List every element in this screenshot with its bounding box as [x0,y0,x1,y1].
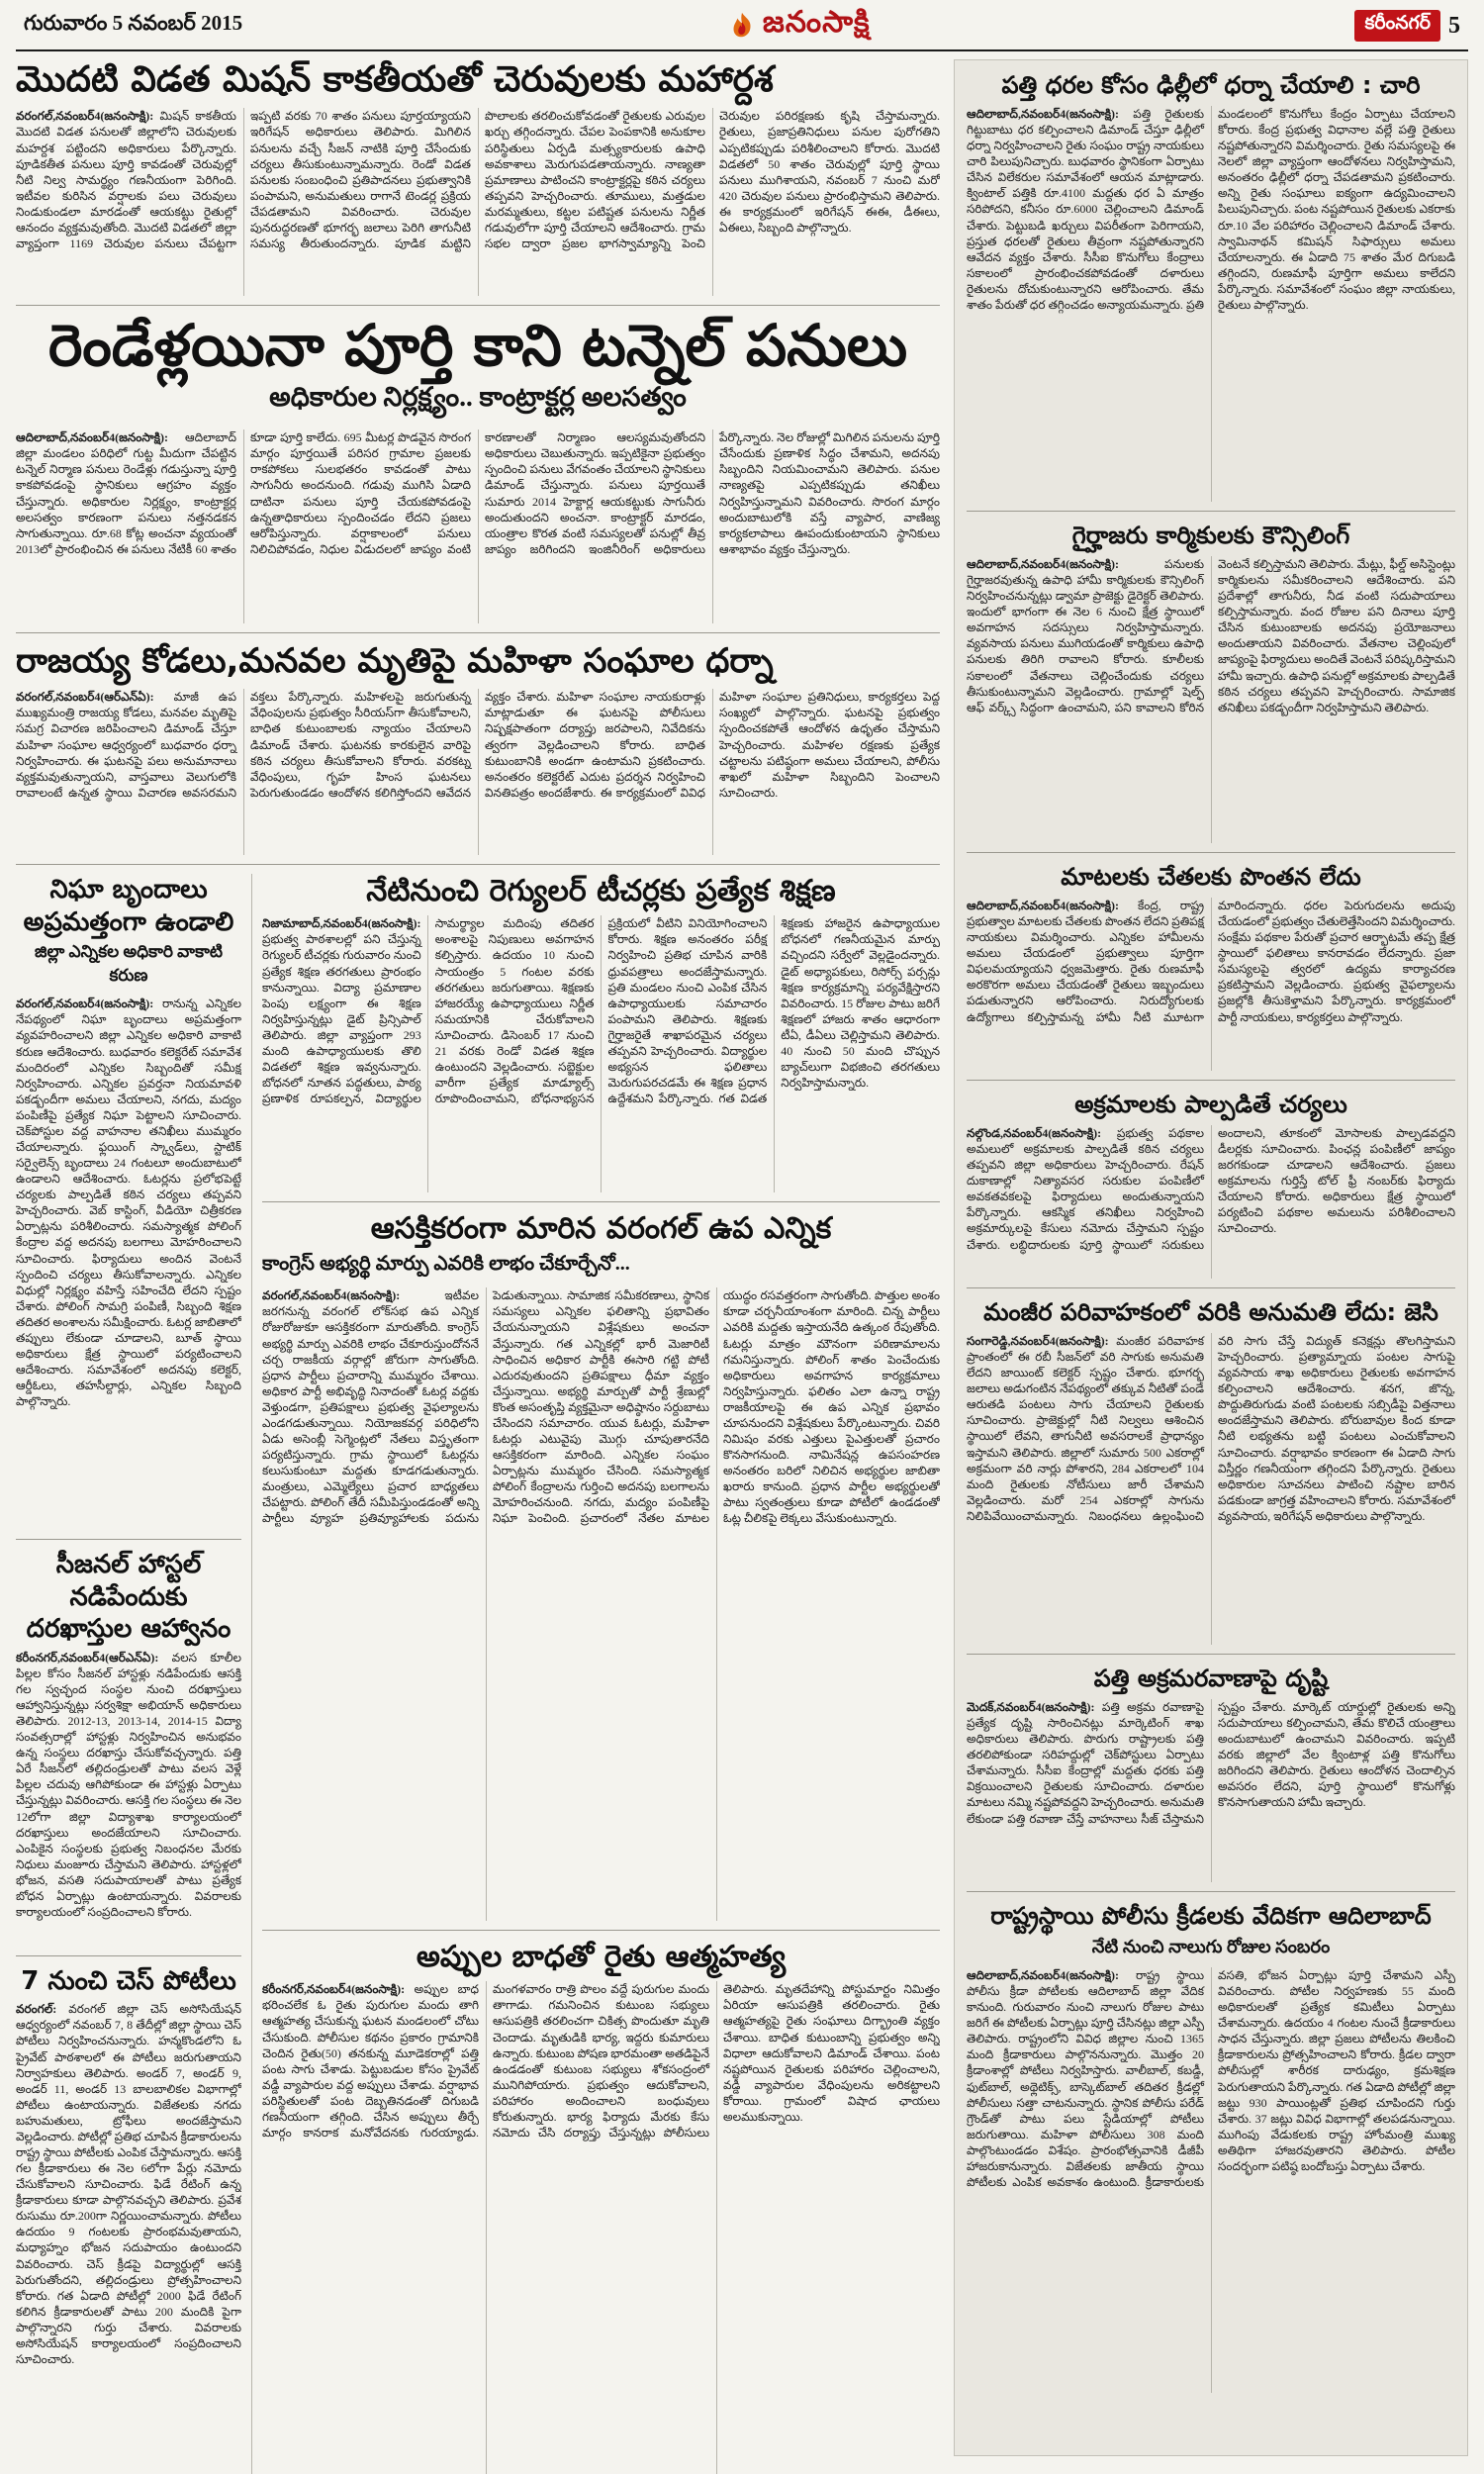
subheadline: అధికారుల నిర్లక్ష్యం.. కాంట్రాక్టర్ల అలసత్వం [269,382,687,413]
article-body [262,915,940,1192]
article-body [967,106,1455,502]
article-chess-competitions [16,1965,241,2474]
body-text: రానున్న ఎన్నికల నేపథ్యంలో నిఘా బృందాలు అప్రమత్తంగా వ్యవహరించాలని జిల్లా ఎన్నికల అధికారి వాకాటి కరుణ ఆదేశించారు. బుధవారం కలెక్టరేట్ సమావేశ మందిరంలో ఎన్నికల సిబ్బందితో సమీక్ష నిర్వహించారు. ఎన్నికల ప్రవర్తనా నియమావళి పకడ్బందీగా అమలు చేయాలని, నగదు, మద్యం పంపిణీపై ప్రత్యేక నిఘా పెట్టాలని సూచించారు. చెక్‌పోస్టుల వద్ద వాహనాల తనిఖీలు ముమ్మరం చేయాలన్నారు. ఫ్లయింగ్ స్క్వాడ్‌లు, స్టాటిక్ సర్వైలెన్స్ బృందాలు 24 గంటలూ అందుబాటులో ఉండాలని ఆదేశించారు. ఓటర్లను ప్రలోభపెట్టే చర్యలకు పాల్పడితే కఠిన చర్యలు తప్పవని హెచ్చరించారు. వెబ్ కాస్టింగ్, వీడియో చిత్రీకరణ ఏర్పాట్లను పరిశీలించారు. సమస్యాత్మక పోలింగ్ కేంద్రాల వద్ద అదనపు బలగాలు మోహరించాలని సూచించారు. ఫిర్యాదులు అందిన వెంటనే స్పందించి చర్యలు తీసుకోవాలన్నారు. ఎన్నికల విధుల్లో నిర్లక్ష్యం వహిస్తే సహించేది లేదని స్పష్టం చేశారు. పోలింగ్ సామగ్రి పంపిణీ, సిబ్బంది శిక్షణ తదితర అంశాలను సమీక్షించారు. ఓటర్ల జాబితాలో తప్పులు లేకుండా చూడాలని, బూత్ స్థాయి అధికారులు క్షేత్ర స్థాయిలో పర్యటించాలని ఆదేశించారు. సమావేశంలో అదనపు కలెక్టర్, ఆర్డీఓలు, తహసీల్దార్లు, ఎన్నికల సిబ్బంది పాల్గొన్నారు. [16,997,241,1409]
divider [967,852,1455,853]
page-content [16,51,1468,2456]
dateline: వరంగల్,నవంబర్4(జనంసాక్షి): [16,997,154,1011]
article-body [16,1650,241,1947]
divider [967,1654,1455,1655]
dateline: ఆదిలాబాద్,నవంబర్4(జనంసాక్షి): [967,899,1120,912]
dateline: నల్గొండ,నవంబర్4(జనంసాక్షి): [967,1126,1102,1140]
article-body [16,429,940,623]
headline: ఆసక్తికరంగా మారిన వరంగల్ ఉప ఎన్నిక [370,1211,832,1247]
vertical-divider [251,874,252,2474]
article-manjeera-no-paddy [967,1297,1455,1645]
divider [16,1539,241,1540]
divider [967,1080,1455,1081]
bottom-row [16,874,940,2474]
dateline: వరంగల్: [16,2002,57,2017]
article-tunnel-works [16,312,940,623]
headline: 7 నుంచి చెస్ పోటీలు [21,1965,236,1996]
dateline: మెదక్,నవంబర్4(జనంసాక్షి): [967,1700,1095,1714]
subheadline: కాంగ్రెస్ అభ్యర్థి మార్పు ఎవరికి లాభం చేకూర్చేనో... [262,1253,630,1276]
article-police-sports [967,1901,1455,2393]
article-seasonal-hostel [16,1549,241,1947]
article-mission-kakatiya [16,59,940,296]
dateline: కరీంనగర్,నవంబర్4(ఆర్ఎన్ఏ): [16,1650,159,1665]
divider [262,1201,940,1202]
article-body [262,1981,940,2474]
body-text: మిషన్ కాకతీయ మొదటి విడత పనులతో జిల్లాలోని చెరువులకు మహర్దశ పట్టిందని అధికారులు పేర్కొన్నారు. పూడికతీత పనులు పూర్తి కావడంతో చెరువుల్లో నీటి నిల్వ సామర్థ్యం గణనీయంగా పెరిగింది. ఇటీవల కురిసిన వర్షాలకు పలు చెరువులు నిండుకుండలా మారడంతో ఆయకట్టు రైతుల్లో ఆనందం వ్యక్తమవుతోంది. మొదటి విడతలో జిల్లా వ్యాప్తంగా 1169 చెరువుల పనులు చేపట్టగా ఇప్పటి వరకు 70 శాతం పనులు పూర్తయ్యాయని ఇరిగేషన్ అధికారులు తెలిపారు. మిగిలిన పనులను వచ్చే సీజన్ నాటికి పూర్తి చేసేందుకు చర్యలు తీసుకుంటున్నామన్నారు. రెండో విడత పనులకు సంబంధించి ప్రతిపాదనలు ప్రభుత్వానికి పంపామని, అనుమతులు రాగానే టెండర్ల ప్రక్రియ చేపడతామని వివరించారు. చెరువుల పునరుద్ధరణతో భూగర్భ జలాలు పెరిగి తాగునీటి సమస్య తీరుతుందన్నారు. పూడిక మట్టిని పొలాలకు తరలించుకోవడంతో రైతులకు ఎరువుల ఖర్చు తగ్గిందన్నారు. చేపల పెంపకానికి అనుకూల పరిస్థితులు ఏర్పడి మత్స్యకారులకు ఉపాధి అవకాశాలు మెరుగుపడతాయన్నారు. నాణ్యతా ప్రమాణాలు పాటించని కాంట్రాక్టర్లపై కఠిన చర్యలు తప్పవని హెచ్చరించారు. తూములు, మత్తడుల మరమ్మతులు, కట్టల పటిష్టత పనులను నిర్ణీత గడువులోగా పూర్తి చేయాలని ఆదేశించారు. గ్రామ సభల ద్వారా ప్రజల భాగస్వామ్యాన్ని పెంచి చెరువుల పరిరక్షణకు కృషి చేస్తామన్నారు. రైతులు, ప్రజాప్రతినిధులు పనుల పురోగతిని ఎప్పటికప్పుడు పరిశీలించాలని కోరారు. మొదటి విడతలో 50 శాతం చెరువుల్లో పూర్తి స్థాయి పనులు ముగిశాయని, నవంబర్ 7 నుంచి మరో 420 చెరువుల పనులు ప్రారంభిస్తామని తెలిపారు. ఈ కార్యక్రమంలో ఇరిగేషన్ ఈఈ, డీఈలు, ఏఈలు, సిబ్బంది పాల్గొన్నారు. [16,109,940,251]
headline: సీజనల్ హాస్టల్ నడిపేందుకు దరఖాస్తుల ఆహ్వానం [26,1550,232,1645]
body-text: పత్తి అక్రమ రవాణాపై ప్రత్యేక దృష్టి సారించినట్లు మార్కెటింగ్ శాఖ అధికారులు తెలిపారు. పొరుగు రాష్ట్రాలకు పత్తి తరలిపోకుండా సరిహద్దుల్లో చెక్‌పోస్టులు ఏర్పాటు చేశామన్నారు. సీసీఐ కేంద్రాల్లో మద్దతు ధరకు పత్తి విక్రయించాలని రైతులకు సూచించారు. దళారుల మాటలు నమ్మి నష్టపోవద్దని హెచ్చరించారు. అనుమతి లేకుండా పత్తి రవాణా చేస్తే వాహనాలు సీజ్ చేస్తామని స్పష్టం చేశారు. మార్కెట్ యార్డుల్లో రైతులకు అన్ని సదుపాయాలు కల్పించామని, తేమ కొలిచే యంత్రాలు అందుబాటులో ఉంచామని వివరించారు. ఇప్పటి వరకు జిల్లాలో వేల క్వింటాళ్ల పత్తి కొనుగోలు జరిగిందని తెలిపారు. రైతులు ఆందోళన చెందాల్సిన అవసరం లేదని, పూర్తి స్థాయిలో కొనుగోళ్లు కొనసాగుతాయని హామీ ఇచ్చారు. [967,1700,1455,1826]
newspaper-logo [727,6,871,47]
article-workers-counseling [967,521,1455,843]
article-body [967,1333,1455,1645]
dateline: ఆదిలాబాద్,నవంబర్4(జనంసాక్షి): [967,557,1120,571]
divider [967,1891,1455,1892]
article-body [16,2001,241,2474]
logo-title: జనంసాక్షి [762,5,871,39]
divider [16,305,940,306]
article-words-vs-deeds [967,862,1455,1071]
body-text: ప్రభుత్వ పథకాల అమలులో అక్రమాలకు పాల్పడితే కఠిన చర్యలు తప్పవని జిల్లా అధికారులు హెచ్చరించారు. రేషన్ దుకాణాల్లో నిత్యావసర సరుకుల పంపిణీలో అవకతవకలపై ఫిర్యాదులు అందుతున్నాయని పేర్కొన్నారు. ఆకస్మిక తనిఖీలు నిర్వహించి అక్రమార్కులపై కేసులు నమోదు చేస్తామని స్పష్టం చేశారు. లబ్ధిదారులకు పూర్తి స్థాయిలో సరుకులు అందాలని, తూకంలో మోసాలకు పాల్పడవద్దని డీలర్లకు సూచించారు. పింఛన్ల పంపిణీలో జాప్యం జరగకుండా చూడాలని ఆదేశించారు. ప్రజలు అక్రమాలను గుర్తిస్తే టోల్ ఫ్రీ నంబర్‌కు ఫిర్యాదు చేయాలని కోరారు. అధికారులు క్షేత్ర స్థాయిలో పర్యటించి పథకాల అమలును పరిశీలించాలని సూచించారు. [967,1126,1455,1252]
headline: మాటలకు చేతలకు పొంతన లేదు [1061,863,1361,891]
edition [1354,10,1460,42]
article-body [262,1287,940,1921]
headline: నిఘా బృందాలు అప్రమత్తంగా ఉండాలి [23,875,234,937]
masthead [16,0,1468,51]
dateline: ఆదిలాబాద్,నవంబర్4(జనంసాక్షి): [967,107,1120,121]
page-number: 5 [1447,12,1460,39]
divider [16,1955,241,1956]
right-column [954,59,1468,2456]
article-cotton-smuggling [967,1664,1455,1882]
dateline: నిజామాబాద్,నవంబర్4(జనంసాక్షి): [262,916,421,931]
divider [967,511,1455,512]
left-region [16,59,940,2456]
article-body [967,898,1455,1071]
dateline: వరంగల్,నవంబర్4(ఆర్ఎన్ఏ): [16,690,154,705]
headline: అక్రమాలకు పాల్పడితే చర్యలు [1074,1091,1347,1118]
dateline: వరంగల్,నవంబర్4(జనంసాక్షి): [16,109,154,124]
body-text: వరంగల్ జిల్లా చెస్ అసోసియేషన్ ఆధ్వర్యంలో నవంబర్ 7, 8 తేదీల్లో జిల్లా స్థాయి చెస్ పోటీలు నిర్వహించనున్నారు. హన్మకొండలోని ఓ ప్రైవేట్ పాఠశాలలో ఈ పోటీలు జరుగుతాయని నిర్వాహకులు తెలిపారు. అండర్ 7, అండర్ 9, అండర్ 11, అండర్ 13 బాలబాలికల విభాగాల్లో పోటీలు ఉంటాయన్నారు. విజేతలకు నగదు బహుమతులు, ట్రోఫీలు అందజేస్తామని వెల్లడించారు. పోటీల్లో ప్రతిభ చూపిన క్రీడాకారులను రాష్ట్ర స్థాయి పోటీలకు ఎంపిక చేస్తామన్నారు. ఆసక్తి గల క్రీడాకారులు ఈ నెల 6లోగా పేర్లు నమోదు చేసుకోవాలని సూచించారు. ఫిడే రేటింగ్ ఉన్న క్రీడాకారులు కూడా పాల్గొనవచ్చని తెలిపారు. ప్రవేశ రుసుము రూ.200గా నిర్ణయించామన్నారు. పోటీలు ఉదయం 9 గంటలకు ప్రారంభమవుతాయని, మధ్యాహ్నం భోజన సదుపాయం ఉంటుందని వివరించారు. చెస్ క్రీడపై విద్యార్థుల్లో ఆసక్తి పెరుగుతోందని, తల్లిదండ్రులు ప్రోత్సహించాలని కోరారు. గత ఏడాది పోటీల్లో 2000 ఫిడే రేటింగ్ కలిగిన క్రీడాకారులతో పాటు 200 మందికి పైగా పాల్గొన్నారని గుర్తు చేశారు. వివరాలకు అసోసియేషన్ కార్యాలయంలో సంప్రదించాలని సూచించారు. [16,2002,241,2366]
dateline: సంగారెడ్డి,నవంబర్4(జనంసాక్షి): [967,1334,1109,1348]
flame-icon [727,11,757,41]
headline: రాజయ్య కోడలు,మనవల మృతిపై మహిళా సంఘాల ధర్నా [16,641,774,682]
middle-column [262,874,940,2474]
headline: రాష్ట్రస్థాయి పోలీసు క్రీడలకు వేదికగా ఆదిలాబాద్ [990,1902,1432,1930]
headline: పత్తి అక్రమరవాణాపై దృష్టి [1093,1665,1329,1692]
article-farmer-suicide [262,1940,940,2474]
body-text: ఆదిలాబాద్ జిల్లా మండలం పరిధిలో గుట్ట మీదుగా చేపట్టిన టన్నెల్ నిర్మాణ పనులు రెండేళ్లు గడుస్తున్నా పూర్తి కాకపోవడంపై స్థానికులు ఆగ్రహం వ్యక్తం చేస్తున్నారు. అధికారుల నిర్లక్ష్యం, కాంట్రాక్టర్ల అలసత్వం కారణంగా పనులు నత్తనడకన సాగుతున్నాయి. రూ.68 కోట్ల అంచనా వ్యయంతో 2013లో ప్రారంభించిన ఈ పనులు నేటికీ 60 శాతం కూడా పూర్తి కాలేదు. 695 మీటర్ల పొడవైన సొరంగ మార్గం పూర్తయితే పరిసర గ్రామాల ప్రజలకు రాకపోకలు సులభతరం కావడంతో పాటు సాగునీరు అందనుంది. గడువు ముగిసి ఏడాది దాటినా పనులు పూర్తి చేయకపోవడంపై ఉన్నతాధికారులు స్పందించడం లేదని ప్రజలు ఆరోపిస్తున్నారు. వర్షాకాలంలో పనులు నిలిచిపోవడం, నిధుల విడుదలలో జాప్యం వంటి కారణాలతో నిర్మాణం ఆలస్యమవుతోందని అధికారులు చెబుతున్నారు. ఇప్పటికైనా ప్రభుత్వం స్పందించి పనులు వేగవంతం చేయాలని స్థానికులు డిమాండ్ చేస్తున్నారు. పనులు పూర్తయితే సుమారు 2014 హెక్టార్ల ఆయకట్టుకు సాగునీరు అందుతుందని అంచనా. కాంట్రాక్టర్ మారడం, యంత్రాల కొరత వంటి సమస్యలతో పనుల్లో తీవ్ర జాప్యం జరిగిందని ఇంజినీరింగ్ అధికారులు పేర్కొన్నారు. నెల రోజుల్లో మిగిలిన పనులను పూర్తి చేసేందుకు ప్రణాళిక సిద్ధం చేశామని, అదనపు సిబ్బందిని నియమించామని తెలిపారు. పనుల నాణ్యతపై ఎప్పటికప్పుడు తనిఖీలు నిర్వహిస్తున్నామని వివరించారు. సొరంగ మార్గం అందుబాటులోకి వస్తే వ్యాపార, వాణిజ్య కార్యకలాపాలు ఊపందుకుంటాయని స్థానికులు ఆశాభావం వ్యక్తం చేస్తున్నారు. [16,430,940,556]
article-body [967,1699,1455,1882]
subheadline: జిల్లా ఎన్నికల అధికారి వాకాటి కరుణ [35,942,223,986]
body-text: ప్రభుత్వ పాఠశాలల్లో పని చేస్తున్న రెగ్యులర్ టీచర్లకు గురువారం నుంచి ప్రత్యేక శిక్షణ తరగతులు ప్రారంభం కానున్నాయి. విద్యా ప్రమాణాల పెంపు లక్ష్యంగా ఈ శిక్షణ నిర్వహిస్తున్నట్లు డైట్ ప్రిన్సిపాల్ తెలిపారు. జిల్లా వ్యాప్తంగా 293 మంది ఉపాధ్యాయులకు తొలి విడతలో శిక్షణ ఇవ్వనున్నారు. బోధనలో నూతన పద్ధతులు, పాఠ్య ప్రణాళిక రూపకల్పన, విద్యార్థుల సామర్థ్యాల మదింపు తదితర అంశాలపై నిపుణులు అవగాహన కల్పిస్తారు. ఉదయం 10 నుంచి సాయంత్రం 5 గంటల వరకు తరగతులు జరుగుతాయి. శిక్షణకు హాజరయ్యే ఉపాధ్యాయులు నిర్ణీత సమయానికి చేరుకోవాలని సూచించారు. డిసెంబర్ 17 నుంచి 21 వరకు రెండో విడత శిక్షణ ఉంటుందని వెల్లడించారు. సబ్జెక్టుల వారీగా ప్రత్యేక మాడ్యూల్స్ రూపొందించామని, బోధనాభ్యసన ప్రక్రియలో వీటిని వినియోగించాలని కోరారు. శిక్షణ అనంతరం పరీక్ష నిర్వహించి ప్రతిభ చూపిన వారికి ధ్రువపత్రాలు అందజేస్తామన్నారు. ప్రతి మండలం నుంచి ఎంపిక చేసిన ఉపాధ్యాయులకు సమాచారం పంపామని తెలిపారు. శిక్షణకు గైర్హాజరైతే శాఖాపరమైన చర్యలు తప్పవని హెచ్చరించారు. విద్యార్థుల అభ్యసన ఫలితాలు మెరుగుపరచడమే ఈ శిక్షణ ప్రధాన ఉద్దేశమని పేర్కొన్నారు. గత విడత శిక్షణకు హాజరైన ఉపాధ్యాయుల బోధనలో గణనీయమైన మార్పు వచ్చిందని సర్వేలో వెల్లడైందన్నారు. డైట్ అధ్యాపకులు, రిసోర్స్ పర్సన్లు శిక్షణ కార్యక్రమాన్ని పర్యవేక్షిస్తారని వివరించారు. 15 రోజుల పాటు జరిగే శిక్షణలో హాజరు శాతం ఆధారంగా టీఏ, డీఏలు చెల్లిస్తామని తెలిపారు. 40 నుంచి 50 మంది చొప్పున బ్యాచ్‌లుగా విభజించి తరగతులు నిర్వహిస్తామన్నారు. [262,916,940,1106]
body-text: అప్పుల బాధ భరించలేక ఓ రైతు పురుగుల మందు తాగి ఆత్మహత్య చేసుకున్న ఘటన మండలంలో చోటు చేసుకుంది. పోలీసుల కథనం ప్రకారం గ్రామానికి చెందిన రైతు(50) తనకున్న మూడెకరాల్లో పత్తి పంట సాగు చేశాడు. పెట్టుబడుల కోసం ప్రైవేట్ వడ్డీ వ్యాపారుల వద్ద అప్పులు చేశాడు. వర్షాభావ పరిస్థితులతో పంట దెబ్బతినడంతో దిగుబడి గణనీయంగా తగ్గింది. చేసిన అప్పులు తీర్చే మార్గం కానరాక మనోవేదనకు గురయ్యాడు. మంగళవారం రాత్రి పొలం వద్దే పురుగుల మందు తాగాడు. గమనించిన కుటుంబ సభ్యులు ఆసుపత్రికి తరలించగా చికిత్స పొందుతూ మృతి చెందాడు. మృతుడికి భార్య, ఇద్దరు కుమారులు ఉన్నారు. కుటుంబ పోషణ భారమంతా అతడిపైనే ఉండడంతో కుటుంబ సభ్యులు శోకసంద్రంలో మునిగిపోయారు. ప్రభుత్వం ఆదుకోవాలని, పరిహారం అందించాలని బంధువులు కోరుతున్నారు. భార్య ఫిర్యాదు మేరకు కేసు నమోదు చేసి దర్యాప్తు చేస్తున్నట్లు పోలీసులు తెలిపారు. మృతదేహాన్ని పోస్టుమార్టం నిమిత్తం ఏరియా ఆసుపత్రికి తరలించారు. రైతు ఆత్మహత్యపై రైతు సంఘాలు దిగ్భ్రాంతి వ్యక్తం చేశాయి. బాధిత కుటుంబాన్ని ప్రభుత్వం అన్ని విధాలా ఆదుకోవాలని డిమాండ్ చేశాయి. పంట నష్టపోయిన రైతులకు పరిహారం చెల్లించాలని, వడ్డీ వ్యాపారుల వేధింపులను అరికట్టాలని కోరాయి. గ్రామంలో విషాద ఛాయలు అలముకున్నాయి. [262,1982,940,2140]
dateline: ఆదిలాబాద్,నవంబర్4(జనంసాక్షి): [16,430,169,445]
divider [262,1930,940,1931]
edition-badge: కరీంనగర్ [1354,10,1440,42]
subheadline: నేటి నుంచి నాలుగు రోజుల సంబరం [1091,1937,1331,1956]
article-teacher-training [262,874,940,1192]
headline: రెండేళ్లయినా పూర్తి కాని టన్నెల్ పనులు [47,312,908,380]
article-body [16,689,940,855]
headline: పత్తి ధరల కోసం ఢిల్లీలో ధర్నా చేయాలి : చారి [1001,71,1421,99]
article-body [16,108,940,296]
body-text: మంజీర పరివాహక ప్రాంతంలో ఈ రబీ సీజన్‌లో వరి సాగుకు అనుమతి లేదని జాయింట్ కలెక్టర్ స్పష్టం చేశారు. భూగర్భ జలాలు అడుగంటిన నేపథ్యంలో తక్కువ నీటితో పండే ఆరుతడి పంటలు సాగు చేయాలని రైతులకు సూచించారు. ప్రాజెక్టుల్లో నీటి నిల్వలు ఆశించిన స్థాయిలో లేవని, తాగునీటి అవసరాలకే ప్రాధాన్యం ఇస్తామని తెలిపారు. జిల్లాలో సుమారు 500 ఎకరాల్లో అక్రమంగా వరి నార్లు పోశారని, 284 ఎకరాలలో 104 మంది రైతులకు నోటీసులు జారీ చేశామని వెల్లడించారు. మరో 254 ఎకరాల్లో సాగును నిలిపివేయించామన్నారు. నిబంధనలు ఉల్లంఘించి వరి సాగు చేస్తే విద్యుత్ కనెక్షన్లు తొలగిస్తామని హెచ్చరించారు. ప్రత్యామ్నాయ పంటల సాగుపై వ్యవసాయ శాఖ అధికారులు రైతులకు అవగాహన కల్పించాలని ఆదేశించారు. శనగ, జొన్న, పొద్దుతిరుగుడు వంటి పంటలకు సబ్సిడీపై విత్తనాలు అందజేస్తామని తెలిపారు. బోరుబావుల కింద కూడా నీటి లభ్యతను బట్టి పంటలు ఎంచుకోవాలని సూచించారు. వర్షాభావం కారణంగా ఈ ఏడాది సాగు విస్తీర్ణం గణనీయంగా తగ్గిందని పేర్కొన్నారు. రైతులు అధికారుల సూచనలు పాటించి నష్టాల బారిన పడకుండా జాగ్రత్త వహించాలని కోరారు. సమావేశంలో వ్యవసాయ, ఇరిగేషన్ అధికారులు పాల్గొన్నారు. [967,1334,1455,1523]
headline: అప్పుల బాధతో రైతు ఆత్మహత్య [416,1940,787,1975]
narrow-column [16,874,241,2474]
article-body [967,556,1455,843]
body-text: పత్తి రైతులకు గిట్టుబాటు ధర కల్పించాలని డిమాండ్ చేస్తూ ఢిల్లీలో ధర్నా నిర్వహించాలని రైతు సంఘం రాష్ట్ర నాయకులు చారి పిలుపునిచ్చారు. బుధవారం స్థానికంగా ఏర్పాటు చేసిన విలేకరుల సమావేశంలో ఆయన మాట్లాడారు. క్వింటాల్ పత్తికి రూ.4100 మద్దతు ధర ఏ మాత్రం సరిపోదని, కనీసం రూ.6000 చెల్లించాలని డిమాండ్ చేశారు. పెట్టుబడి ఖర్చులు విపరీతంగా పెరిగాయని, ప్రస్తుత ధరలతో రైతులు తీవ్రంగా నష్టపోతున్నారని ఆవేదన వ్యక్తం చేశారు. సీసీఐ కొనుగోలు కేంద్రాలు సకాలంలో ప్రారంభించకపోవడంతో దళారులు రైతులను దోచుకుంటున్నారని ఆరోపించారు. తేమ శాతం పేరుతో ధర తగ్గించడం అన్యాయమన్నారు. ప్రతి మండలంలో కొనుగోలు కేంద్రం ఏర్పాటు చేయాలని కోరారు. కేంద్ర ప్రభుత్వ విధానాల వల్లే పత్తి రైతులు నష్టపోతున్నారని విమర్శించారు. రైతు సమస్యలపై ఈ నెలలో జిల్లా వ్యాప్తంగా ఆందోళనలు నిర్వహిస్తామని, అనంతరం ఢిల్లీలో ధర్నా చేపడతామని ప్రకటించారు. అన్ని రైతు సంఘాలు ఐక్యంగా ఉద్యమించాలని పిలుపునిచ్చారు. పంట నష్టపోయిన రైతులకు ఎకరాకు రూ.10 వేల పరిహారం చెల్లించాలని డిమాండ్ చేశారు. స్వామినాథన్ కమిషన్ సిఫార్సులు అమలు చేయాలన్నారు. ఈ ఏడాది 75 శాతం మేర దిగుబడి తగ్గిందని, రుణమాఫీ పూర్తిగా అమలు కాలేదని పేర్కొన్నారు. సమావేశంలో సంఘం జిల్లా నాయకులు, రైతులు పాల్గొన్నారు. [967,107,1455,312]
body-text: కేంద్ర, రాష్ట్ర ప్రభుత్వాల మాటలకు చేతలకు పొంతన లేదని ప్రతిపక్ష నాయకులు విమర్శించారు. ఎన్నికల హామీలను అమలు చేయడంలో ప్రభుత్వాలు పూర్తిగా విఫలమయ్యాయని ధ్వజమెత్తారు. రైతు రుణమాఫీ అరకొరగా అమలు చేయడంతో రైతులు ఇబ్బందులు పడుతున్నారని ఆరోపించారు. నిరుద్యోగులకు ఉద్యోగాలు కల్పిస్తామన్న హామీ నీటి మూటగా మారిందన్నారు. ధరల పెరుగుదలను అదుపు చేయడంలో ప్రభుత్వం చేతులెత్తేసిందని విమర్శించారు. సంక్షేమ పథకాల పేరుతో ప్రచార ఆర్భాటమే తప్ప క్షేత్ర స్థాయిలో ఫలితాలు కానరావడం లేదన్నారు. ప్రజా సమస్యలపై త్వరలో ఉద్యమ కార్యాచరణ ప్రకటిస్తామని వెల్లడించారు. ప్రభుత్వ వైఫల్యాలను ప్రజల్లోకి తీసుకెళ్తామని పేర్కొన్నారు. కార్యక్రమంలో పార్టీ నాయకులు, కార్యకర్తలు పాల్గొన్నారు. [967,899,1455,1024]
masthead-date: గురువారం 5 నవంబర్ 2015 [24,11,243,35]
article-vigilance-teams [16,874,241,1530]
headline: నేటినుంచి రెగ్యులర్ టీచర్లకు ప్రత్యేక శిక్షణ [366,874,836,909]
article-cotton-prices-dharna [967,70,1455,502]
divider [16,632,940,633]
article-body [967,1967,1455,2393]
body-text: రాష్ట్ర స్థాయి పోలీసు క్రీడా పోటీలకు ఆదిలాబాద్ జిల్లా వేదిక కానుంది. గురువారం నుంచి నాలుగు రోజుల పాటు జరిగే ఈ పోటీలకు ఏర్పాట్లు పూర్తి చేసినట్లు జిల్లా ఎస్పీ తెలిపారు. రాష్ట్రంలోని వివిధ జిల్లాల నుంచి 1365 మంది క్రీడాకారులు పాల్గొననున్నారు. మొత్తం 20 క్రీడాంశాల్లో పోటీలు నిర్వహిస్తారు. వాలీబాల్, కబడ్డీ, ఫుట్‌బాల్, అథ్లెటిక్స్, బాస్కెట్‌బాల్ తదితర క్రీడల్లో పోలీసులు సత్తా చాటనున్నారు. స్థానిక పోలీసు పరేడ్ గ్రౌండ్‌తో పాటు పలు స్టేడియాల్లో పోటీలు జరుగుతాయి. మహిళా పోలీసులు 308 మంది పాల్గొంటుండడం విశేషం. ప్రారంభోత్సవానికి డీజీపీ హాజరుకానున్నారు. విజేతలకు జాతీయ స్థాయి పోటీలకు ఎంపిక అవకాశం ఉంటుంది. క్రీడాకారులకు వసతి, భోజన ఏర్పాట్లు పూర్తి చేశామని ఎస్పీ వివరించారు. పోటీల నిర్వహణకు 55 మంది అధికారులతో ప్రత్యేక కమిటీలు ఏర్పాటు చేశామన్నారు. ఉదయం 4 గంటల నుంచే క్రీడాకారులు సాధన చేస్తున్నారు. జిల్లా ప్రజలు పోటీలను తిలకించి క్రీడాకారులను ప్రోత్సహించాలని కోరారు. క్రీడల ద్వారా పోలీసుల్లో శారీరక దారుఢ్యం, క్రమశిక్షణ పెరుగుతాయని పేర్కొన్నారు. గత ఏడాది పోటీల్లో జిల్లా జట్టు 930 పాయింట్లతో ప్రతిభ చూపిందని గుర్తు చేశారు. 37 జట్లు వివిధ విభాగాల్లో తలపడనున్నాయి. ముగింపు వేడుకలకు రాష్ట్ర హోంమంత్రి ముఖ్య అతిథిగా హాజరవుతారని తెలిపారు. పోటీల సందర్భంగా పటిష్ఠ బందోబస్తు ఏర్పాటు చేశారు. [967,1968,1455,2190]
article-body [967,1125,1455,1279]
headline: మొదటి విడత మిషన్ కాకతీయతో చెరువులకు మహార్దశ [16,59,774,100]
body-text: వలస కూలీల పిల్లల కోసం సీజనల్ హాస్టళ్లు నడిపేందుకు ఆసక్తి గల స్వచ్ఛంద సంస్థల నుంచి దరఖాస్తులు ఆహ్వానిస్తున్నట్లు సర్వశిక్షా అభియాన్ అధికారులు తెలిపారు. 2012-13, 2013-14, 2014-15 విద్యా సంవత్సరాల్లో హాస్టళ్లు నిర్వహించిన అనుభవం ఉన్న సంస్థలు దరఖాస్తు చేసుకోవచ్చన్నారు. పత్తి ఏరే సీజన్‌లో తల్లిదండ్రులతో పాటు వలస వెళ్లే పిల్లల చదువు ఆగిపోకుండా ఈ హాస్టళ్లు ఏర్పాటు చేస్తున్నట్లు వివరించారు. ఆసక్తి గల సంస్థలు ఈ నెల 12లోగా జిల్లా విద్యాశాఖ కార్యాలయంలో దరఖాస్తులు అందజేయాలని సూచించారు. ఎంపికైన సంస్థలకు ప్రభుత్వ నిబంధనల మేరకు నిధులు మంజూరు చేస్తామని తెలిపారు. హాస్టళ్లలో భోజన, వసతి సదుపాయాలతో పాటు ప్రత్యేక బోధన ఏర్పాట్లు ఉంటాయన్నారు. వివరాలకు కార్యాలయంలో సంప్రదించాలని కోరారు. [16,1650,241,1920]
divider [16,864,940,865]
dateline: వరంగల్,నవంబర్4(జనంసాక్షి): [262,1288,401,1303]
article-warangal-byelection [262,1211,940,1921]
body-text: మాజీ ఉప ముఖ్యమంత్రి రాజయ్య కోడలు, మనవల మృతిపై సమగ్ర విచారణ జరిపించాలని డిమాండ్ చేస్తూ మహిళా సంఘాల ఆధ్వర్యంలో బుధవారం ధర్నా నిర్వహించారు. ఈ ఘటనపై పలు అనుమానాలు వ్యక్తమవుతున్నాయని, వాస్తవాలు వెలుగులోకి రావాలంటే ఉన్నత స్థాయి విచారణ అవసరమని వక్తలు పేర్కొన్నారు. మహిళలపై జరుగుతున్న వేధింపులను ప్రభుత్వం సీరియస్‌గా తీసుకోవాలని, బాధిత కుటుంబాలకు న్యాయం చేయాలని డిమాండ్ చేశారు. ఘటనకు కారకులైన వారిపై కఠిన చర్యలు తీసుకోవాలని కోరారు. వరకట్న వేధింపులు, గృహ హింస ఘటనలు పెరుగుతుండడం ఆందోళన కలిగిస్తోందని ఆవేదన వ్యక్తం చేశారు. మహిళా సంఘాల నాయకురాళ్లు మాట్లాడుతూ ఈ ఘటనపై పోలీసులు నిష్పక్షపాతంగా దర్యాప్తు జరపాలని, నివేదికను త్వరగా వెల్లడించాలని కోరారు. బాధిత కుటుంబానికి అండగా ఉంటామని ప్రకటించారు. అనంతరం కలెక్టరేట్ ఎదుట ప్రదర్శన నిర్వహించి వినతిపత్రం అందజేశారు. ఈ కార్యక్రమంలో వివిధ మహిళా సంఘాల ప్రతినిధులు, కార్యకర్తలు పెద్ద సంఖ్యలో పాల్గొన్నారు. ఘటనపై ప్రభుత్వం స్పందించకపోతే ఆందోళన ఉధృతం చేస్తామని హెచ్చరించారు. మహిళల రక్షణకు ప్రత్యేక చట్టాలను పటిష్ఠంగా అమలు చేయాలని, పోలీసు శాఖలో మహిళా సిబ్బందిని పెంచాలని సూచించారు. [16,690,940,800]
dateline: కరీంనగర్,నవంబర్4(జనంసాక్షి): [262,1982,406,1997]
dateline: ఆదిలాబాద్,నవంబర్4(జనంసాక్షి): [967,1968,1120,1982]
article-action-on-irregularities [967,1090,1455,1279]
article-body [16,996,241,1530]
divider [967,1287,1455,1288]
headline: గైర్హాజరు కార్మికులకు కౌన్సిలింగ్ [1071,522,1350,549]
headline: మంజీర పరివాహకంలో వరికి అనుమతి లేదు: జెసి [983,1298,1438,1326]
body-text: పనులకు గైర్హాజరవుతున్న ఉపాధి హామీ కార్మికులకు కౌన్సిలింగ్ నిర్వహించనున్నట్లు డ్వామా ప్రాజెక్టు డైరెక్టర్ తెలిపారు. ఇందులో భాగంగా ఈ నెల 6 నుంచి క్షేత్ర స్థాయిలో అవగాహన సదస్సులు నిర్వహిస్తామన్నారు. వ్యవసాయ పనులు ముగియడంతో కార్మికులు ఉపాధి పనులకు తిరిగి రావాలని కోరారు. కూలీలకు సకాలంలో వేతనాలు చెల్లించేందుకు చర్యలు తీసుకుంటున్నామని వెల్లడించారు. గ్రామాల్లో షెల్ఫ్ ఆఫ్ వర్క్స్ సిద్ధంగా ఉంచామని, పని కావాలని కోరిన వెంటనే కల్పిస్తామని తెలిపారు. మేట్లు, ఫీల్డ్ అసిస్టెంట్లు కార్మికులను సమీకరించాలని ఆదేశించారు. పని ప్రదేశాల్లో తాగునీరు, నీడ వంటి సదుపాయాలు కల్పిస్తామన్నారు. వంద రోజుల పని దినాలు పూర్తి చేసిన కుటుంబాలకు అదనపు ప్రయోజనాలు అందుతాయని వివరించారు. వేతనాల చెల్లింపులో జాప్యంపై ఫిర్యాదులు అందితే వెంటనే పరిష్కరిస్తామని హామీ ఇచ్చారు. ఉపాధి పనుల్లో అక్రమాలకు పాల్పడితే కఠిన చర్యలు తప్పవని హెచ్చరించారు. సామాజిక తనిఖీలు పకడ్బందీగా నిర్వహిస్తామని తెలిపారు. [967,557,1455,714]
article-mahila-dharna [16,642,940,855]
body-text: ఇటీవల జరగనున్న వరంగల్ లోక్‌సభ ఉప ఎన్నిక రోజురోజుకూ ఆసక్తికరంగా మారుతోంది. కాంగ్రెస్ అభ్యర్థి మార్పు ఎవరికి లాభం చేకూరుస్తుందోననే చర్చ రాజకీయ వర్గాల్లో జోరుగా సాగుతోంది. ప్రధాన పార్టీలు ప్రచారాన్ని ముమ్మరం చేశాయి. అధికార పార్టీ అభివృద్ధి నినాదంతో ఓటర్ల వద్దకు వెళ్తుండగా, ప్రతిపక్షాలు ప్రభుత్వ వైఫల్యాలను ఎండగడుతున్నాయి. నియోజకవర్గ పరిధిలోని ఏడు అసెంబ్లీ సెగ్మెంట్లలో నేతలు విస్తృతంగా పర్యటిస్తున్నారు. గ్రామ స్థాయిలో ఓటర్లను కలుసుకుంటూ మద్దతు కూడగడుతున్నారు. మంత్రులు, ఎమ్మెల్యేలు ప్రచార బాధ్యతలు చేపట్టారు. పోలింగ్ తేదీ సమీపిస్తుండడంతో అన్ని పార్టీలు వ్యూహ ప్రతివ్యూహాలకు పదును పెడుతున్నాయి. సామాజిక సమీకరణాలు, స్థానిక సమస్యలు ఎన్నికల ఫలితాన్ని ప్రభావితం చేయనున్నాయని విశ్లేషకులు అంచనా వేస్తున్నారు. గత ఎన్నికల్లో భారీ మెజారిటీ సాధించిన అధికార పార్టీకి ఈసారి గట్టి పోటీ ఎదురవుతుందని ప్రతిపక్షాలు ధీమా వ్యక్తం చేస్తున్నాయి. అభ్యర్థి మార్పుతో పార్టీ శ్రేణుల్లో కొంత అసంతృప్తి వ్యక్తమైనా అధిష్ఠానం సర్దుబాటు చేసిందని సమాచారం. యువ ఓటర్లు, మహిళా ఓటర్లు ఎటువైపు మొగ్గు చూపుతారనేది ఆసక్తికరంగా మారింది. ఎన్నికల సంఘం ఏర్పాట్లను ముమ్మరం చేసింది. సమస్యాత్మక పోలింగ్ కేంద్రాలను గుర్తించి అదనపు బలగాలను మోహరించనుంది. నగదు, మద్యం పంపిణీపై నిఘా పెంచింది. ప్రచారంలో నేతల మాటల యుద్ధం రసవత్తరంగా సాగుతోంది. పొత్తుల అంశం కూడా చర్చనీయాంశంగా మారింది. చిన్న పార్టీలు ఎవరికి మద్దతు ఇస్తాయనేది ఉత్కంఠ రేపుతోంది. ఓటర్లు మాత్రం మౌనంగా పరిణామాలను గమనిస్తున్నారు. పోలింగ్ శాతం పెంచేందుకు అధికారులు అవగాహన కార్యక్రమాలు నిర్వహిస్తున్నారు. ఫలితం ఎలా ఉన్నా రాష్ట్ర రాజకీయాలపై ఈ ఉప ఎన్నిక ప్రభావం చూపనుందని విశ్లేషకులు పేర్కొంటున్నారు. చివరి నిమిషం వరకు ఎత్తులు పైఎత్తులతో ప్రచారం కొనసాగనుంది. నామినేషన్ల ఉపసంహరణ అనంతరం బరిలో నిలిచిన అభ్యర్థుల జాబితా ఖరారు కానుంది. ప్రధాన పార్టీల అభ్యర్థులతో పాటు స్వతంత్రులు కూడా పోటీలో ఉండడంతో ఓట్ల చీలికపై లెక్కలు వేసుకుంటున్నారు. [262,1288,940,1526]
